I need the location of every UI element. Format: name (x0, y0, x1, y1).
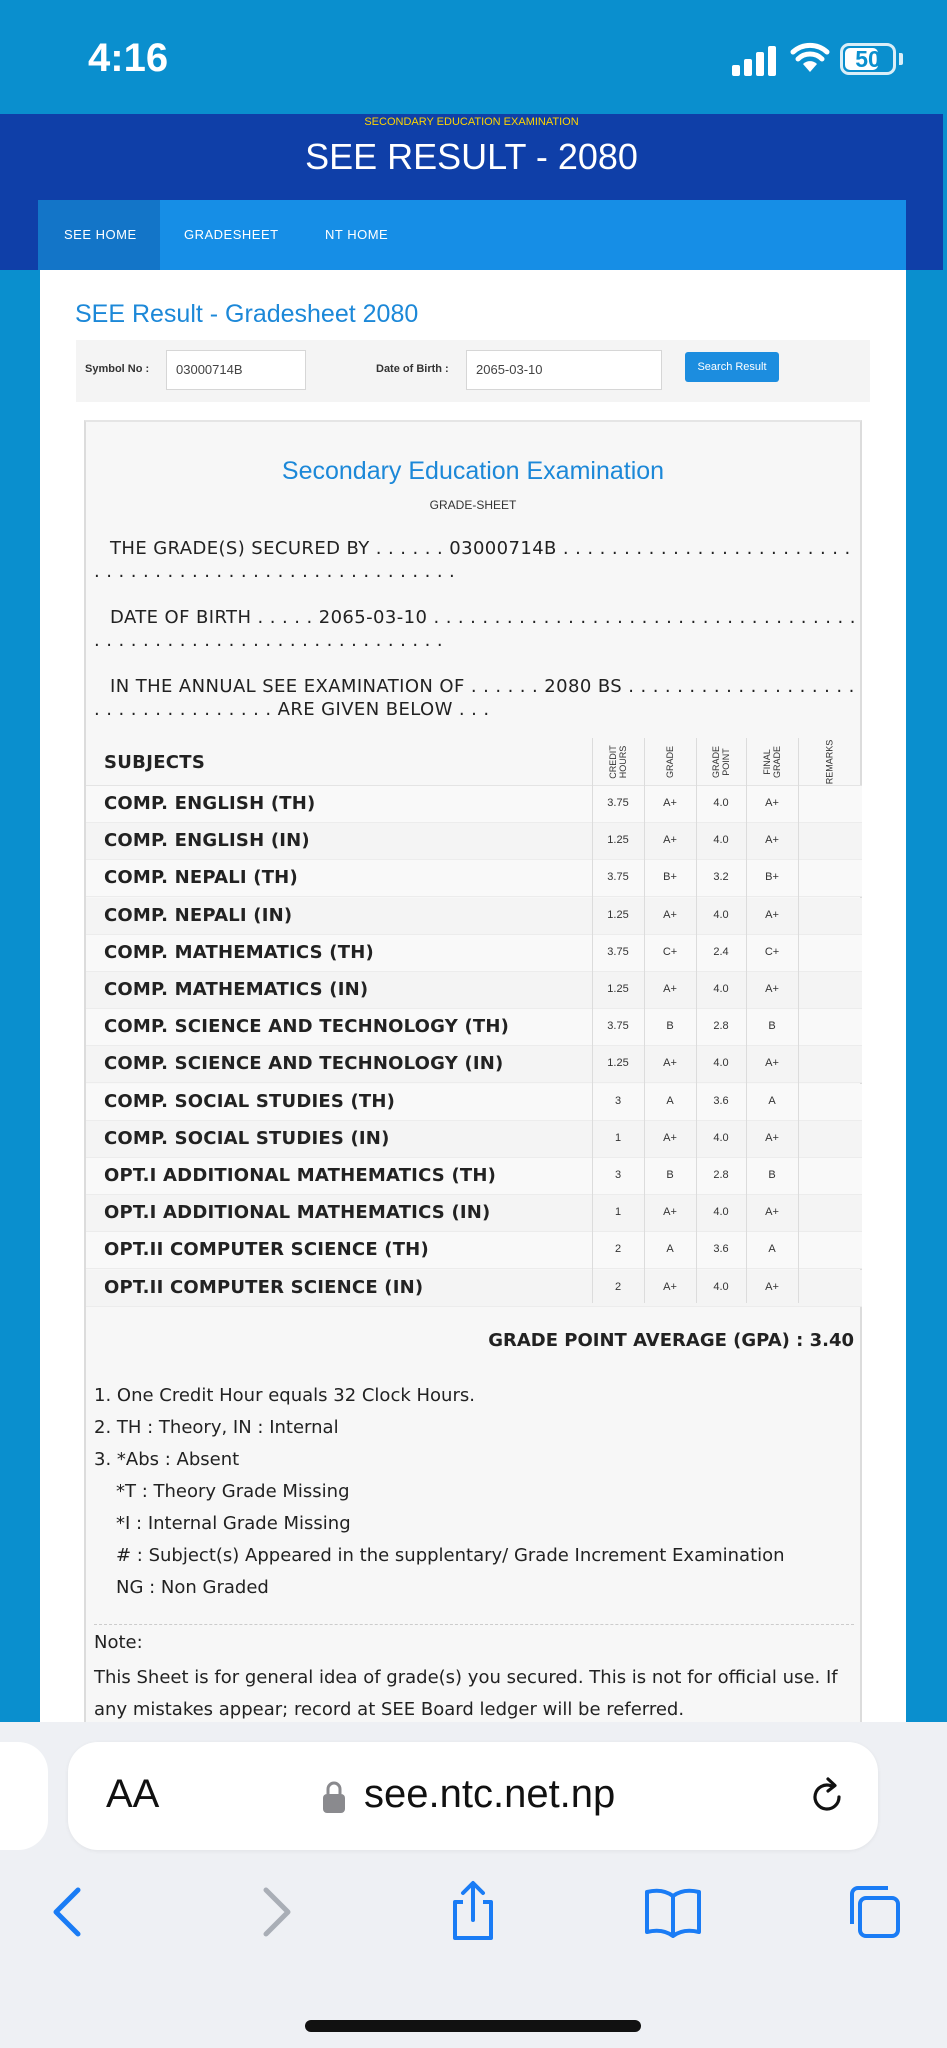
gradesheet (84, 420, 862, 1724)
final-cell: B (768, 1169, 776, 1181)
grade-cell: A+ (663, 908, 677, 921)
point-cell: 3.6 (713, 1243, 729, 1256)
note-2: 2. TH : Theory, IN : Internal (94, 1417, 339, 1438)
grade-cell: B (666, 1020, 674, 1033)
grade-cell: B (666, 1169, 674, 1181)
subject-name: OPT.II COMPUTER SCIENCE (TH) (104, 1239, 429, 1261)
dob-line: DATE OF BIRTH . . . . . 2065-03-10 . . . . . . . . . . . . . . . . . . . . . . . . . . . . . . . . . . . . . . . . . . . . . . . . . . . . . . . . . . . . . . . . (94, 607, 856, 651)
cellular-signal-icon (732, 44, 778, 76)
search-form (76, 340, 870, 402)
symbol-label: Symbol No : (85, 363, 150, 375)
subject-name: COMP. SCIENCE AND TECHNOLOGY (TH) (104, 1016, 510, 1038)
note-text: This Sheet is for general idea of grade(s) you secured. This is not for official use. If any mistakes appear; record at SEE Board ledger will be referred. (94, 1667, 838, 1720)
reload-icon[interactable] (806, 1776, 848, 1818)
nav-see-home[interactable]: SEE HOME (38, 200, 160, 270)
point-cell: 4.0 (713, 908, 729, 921)
credit-cell: 3.75 (607, 1020, 629, 1033)
sheet-subtitle: GRADE-SHEET (429, 498, 517, 512)
subject-name: COMP. NEPALI (TH) (104, 867, 298, 889)
main-nav (0, 200, 943, 270)
final-cell: A+ (765, 797, 779, 809)
grade-cell: A+ (663, 797, 677, 809)
grade-cell: A+ (663, 1280, 677, 1293)
header-subjects: SUBJECTS (104, 752, 206, 773)
status-time: 4:16 (88, 36, 169, 80)
grade-cell: C+ (662, 945, 678, 958)
point-cell: 4.0 (713, 1057, 729, 1070)
final-cell: B+ (765, 871, 779, 884)
battery-level: 50 (855, 46, 881, 72)
final-cell: A+ (765, 908, 779, 921)
subject-name: COMP. SOCIAL STUDIES (TH) (104, 1090, 396, 1112)
note-3: 3. *Abs : Absent (94, 1449, 240, 1470)
url-text[interactable]: see.ntc.net.np (364, 1772, 616, 1816)
page-content (40, 270, 906, 1724)
subject-name: OPT.II COMPUTER SCIENCE (IN) (104, 1276, 424, 1298)
grade-cell: B+ (663, 871, 677, 884)
forward-icon[interactable] (242, 1880, 306, 1944)
point-cell: 4.0 (713, 1280, 729, 1293)
point-cell: 4.0 (713, 1131, 729, 1144)
browser-toolbar (0, 1722, 947, 2048)
point-cell: 4.0 (713, 983, 729, 995)
credit-cell: 3.75 (607, 797, 629, 809)
sheet-title: Secondary Education Examination (281, 457, 665, 485)
credit-cell: 3 (614, 1094, 622, 1107)
credit-cell: 1.25 (607, 983, 629, 995)
credit-cell: 1 (614, 1131, 622, 1144)
divider (94, 1624, 854, 1625)
page-title: SEE Result - Gradesheet 2080 (75, 300, 419, 328)
point-cell: 4.0 (713, 834, 729, 847)
point-cell: 2.8 (713, 1020, 729, 1033)
note-6: # : Subject(s) Appeared in the supplentary/ Grade Increment Examination (116, 1545, 785, 1566)
subject-name: COMP. SOCIAL STUDIES (IN) (104, 1127, 390, 1149)
secured-by-line: THE GRADE(S) SECURED BY . . . . . . 03000714B . . . . . . . . . . . . . . . . . . . . . . . . . . . . . . . . . . . . . . . . . . . . . . . . . . . . . . (94, 538, 851, 582)
grade-cell: A+ (663, 1131, 677, 1144)
point-cell: 3.2 (713, 871, 729, 884)
header-grade-point: GRADE POINT (710, 745, 731, 779)
grade-cell: A+ (663, 1206, 677, 1219)
note-1: 1. One Credit Hour equals 32 Clock Hours. (94, 1385, 475, 1406)
point-cell: 3.6 (713, 1094, 729, 1107)
share-icon[interactable] (441, 1880, 505, 1944)
final-cell: C+ (764, 945, 780, 958)
grade-cell: A+ (663, 1057, 677, 1070)
grade-cell: A (666, 1243, 674, 1256)
grade-cell: A+ (663, 983, 677, 995)
subject-name: COMP. ENGLISH (TH) (104, 793, 316, 814)
note-title: Note: (94, 1632, 143, 1653)
gpa-value: GRADE POINT AVERAGE (GPA) : 3.40 (488, 1330, 854, 1351)
final-cell: A+ (765, 834, 779, 847)
header-final-grade: FINAL GRADE (761, 745, 782, 779)
subject-name: OPT.I ADDITIONAL MATHEMATICS (IN) (104, 1202, 491, 1224)
note-7: NG : Non Graded (116, 1577, 269, 1598)
header-remarks: REMARKS (823, 739, 834, 785)
home-indicator (305, 2020, 641, 2032)
final-cell: A+ (765, 1057, 779, 1070)
point-cell: 4.0 (713, 797, 729, 809)
credit-cell: 3.75 (607, 871, 629, 884)
bookmarks-icon[interactable] (641, 1880, 705, 1944)
tabs-icon[interactable] (842, 1880, 906, 1944)
credit-cell: 2 (614, 1280, 622, 1293)
symbol-input[interactable]: 03000714B (166, 350, 306, 390)
status-bar (0, 0, 947, 114)
note-4: *T : Theory Grade Missing (116, 1481, 350, 1502)
point-cell: 2.4 (713, 945, 729, 958)
lock-icon (322, 1780, 346, 1814)
header-subtitle: SECONDARY EDUCATION EXAMINATION (364, 116, 579, 128)
reader-options-button[interactable] (106, 1772, 159, 1817)
credit-cell: 1.25 (607, 834, 629, 847)
final-cell: A+ (765, 983, 779, 995)
site-header (0, 114, 943, 200)
credit-cell: 3.75 (607, 945, 629, 958)
header-title: SEE RESULT - 2080 (305, 136, 638, 177)
subject-name: COMP. NEPALI (IN) (104, 904, 293, 926)
credit-cell: 2 (614, 1243, 622, 1256)
battery-icon (840, 43, 896, 75)
wifi-icon (790, 40, 830, 74)
subject-name: COMP. SCIENCE AND TECHNOLOGY (IN) (104, 1053, 504, 1075)
final-cell: A (768, 1243, 776, 1256)
credit-cell: 1.25 (607, 908, 629, 921)
final-cell: A (768, 1094, 776, 1107)
nav-gradesheet[interactable]: GRADESHEET (184, 227, 279, 242)
header-credit-hours: CREDIT HOURS (608, 745, 628, 779)
address-bar[interactable] (68, 1742, 878, 1850)
search-result-button[interactable]: Search Result (685, 352, 779, 382)
subject-name: COMP. ENGLISH (IN) (104, 830, 310, 852)
legend-notes (94, 1380, 785, 1604)
aa-label: AA (106, 1772, 160, 1816)
back-icon[interactable] (38, 1880, 102, 1944)
credit-cell: 1.25 (607, 1057, 629, 1070)
final-cell: A+ (765, 1131, 779, 1144)
final-cell: A+ (765, 1280, 779, 1293)
note-5: *I : Internal Grade Missing (116, 1513, 351, 1534)
point-cell: 2.8 (713, 1169, 729, 1181)
previous-tab-peek[interactable] (0, 1742, 48, 1850)
grade-cell: A+ (663, 834, 677, 847)
subject-name: OPT.I ADDITIONAL MATHEMATICS (TH) (104, 1165, 497, 1186)
header-grade: GRADE (664, 745, 675, 779)
dob-input[interactable]: 2065-03-10 (466, 350, 662, 390)
dob-label: Date of Birth : (376, 363, 449, 375)
subject-name: COMP. MATHEMATICS (IN) (104, 979, 369, 1000)
subject-name: COMP. MATHEMATICS (TH) (104, 941, 374, 963)
nav-nt-home[interactable]: NT HOME (325, 227, 389, 242)
point-cell: 4.0 (713, 1206, 729, 1219)
credit-cell: 1 (614, 1206, 622, 1219)
credit-cell: 3 (614, 1169, 622, 1181)
final-cell: B (768, 1020, 776, 1033)
exam-line: IN THE ANNUAL SEE EXAMINATION OF . . . . . . 2080 BS . . . . . . . . . . . . . . . . . . . . . . . . . . . . . . . . . . ARE GIVEN BELOW . . . (94, 676, 855, 720)
final-cell: A+ (765, 1206, 779, 1219)
grade-cell: A (666, 1094, 674, 1107)
